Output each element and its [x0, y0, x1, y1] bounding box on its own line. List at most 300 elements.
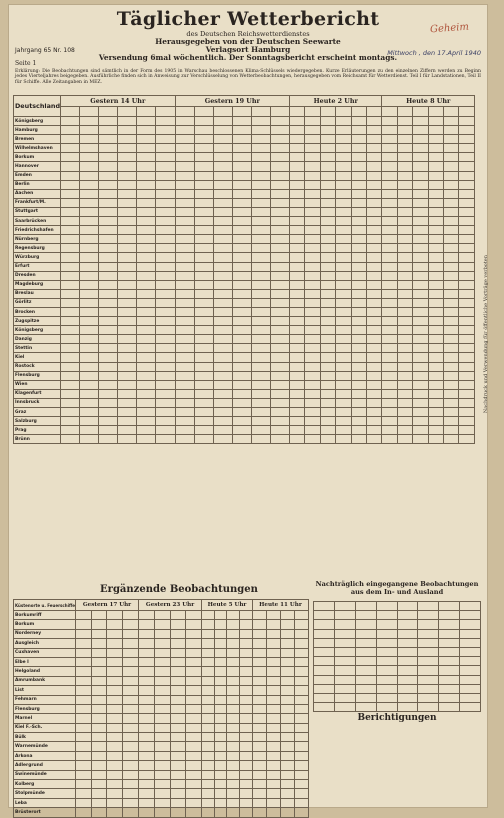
observation-cell: [80, 344, 99, 353]
observation-cell: [75, 639, 91, 648]
observation-cell: [270, 253, 289, 262]
observation-cell: [186, 639, 202, 648]
observation-cell: [351, 389, 366, 398]
observation-cell: [232, 335, 251, 344]
table-row: [14, 298, 475, 307]
observation-cell: [443, 298, 458, 307]
observation-cell: [252, 620, 266, 629]
observation-cell: [305, 253, 320, 262]
observation-cell: [80, 126, 99, 135]
observation-cell: [213, 235, 232, 244]
late-observation-cell: [460, 611, 481, 620]
observation-cell: [428, 398, 443, 407]
observation-cell: [413, 435, 428, 444]
observation-cell: [91, 686, 107, 695]
observation-cell: [175, 389, 194, 398]
observation-cell: [397, 353, 412, 362]
subtitle-line4: Versendung 6mal wöchentlich. Der Sonntagsbericht erscheint montags.: [98, 53, 398, 62]
table-row: [14, 426, 475, 435]
observation-cell: [80, 262, 99, 271]
observation-cell: [232, 135, 251, 144]
observation-cell: [139, 639, 155, 648]
late-observations-title: Nachträglich eingegangene Beobachtungen aus dem In- und Ausland: [315, 580, 479, 596]
observation-cell: [61, 335, 80, 344]
observation-cell: [194, 262, 213, 271]
late-observation-cell: [314, 684, 335, 693]
observation-cell: [139, 648, 155, 657]
main-code-row: [14, 107, 475, 117]
observation-cell: [75, 620, 91, 629]
observation-cell: [61, 171, 80, 180]
observation-cell: [232, 271, 251, 280]
observation-cell: [227, 780, 240, 789]
observation-cell: [186, 808, 202, 817]
observation-cell: [251, 307, 270, 316]
observation-cell: [202, 761, 215, 770]
observation-cell: [290, 189, 305, 198]
observation-cell: [170, 704, 186, 713]
observation-cell: [61, 135, 80, 144]
observation-cell: [366, 362, 382, 371]
observation-cell: [154, 648, 170, 657]
observation-cell: [139, 686, 155, 695]
observation-cell: [280, 714, 294, 723]
observation-cell: [270, 262, 289, 271]
observation-cell: [413, 408, 428, 417]
observation-cell: [252, 733, 266, 742]
observation-cell: [270, 380, 289, 389]
observation-cell: [232, 144, 251, 153]
observation-cell: [413, 326, 428, 335]
table-row: [14, 761, 309, 770]
observation-cell: [336, 307, 351, 316]
observation-cell: [294, 695, 308, 704]
observation-cell: [175, 135, 194, 144]
observation-cell: [366, 198, 382, 207]
observation-cell: [428, 435, 443, 444]
observation-cell: [107, 723, 123, 732]
code-cell: [366, 107, 382, 117]
table-row: [14, 371, 475, 380]
observation-cell: [75, 686, 91, 695]
table-row: [14, 280, 475, 289]
observation-cell: [139, 611, 155, 620]
observation-cell: [232, 380, 251, 389]
observation-cell: [75, 733, 91, 742]
observation-cell: [118, 217, 137, 226]
observation-cell: [443, 371, 458, 380]
observation-cell: [213, 398, 232, 407]
observation-cell: [305, 398, 320, 407]
observation-cell: [194, 198, 213, 207]
observation-cell: [397, 362, 412, 371]
observation-cell: [156, 226, 175, 235]
observation-cell: [443, 180, 458, 189]
late-observation-cell: [397, 675, 418, 684]
observation-cell: [154, 733, 170, 742]
observation-cell: [266, 639, 280, 648]
observation-cell: [123, 629, 139, 638]
observation-cell: [413, 180, 428, 189]
late-observation-cell: [314, 611, 335, 620]
observation-cell: [232, 307, 251, 316]
code-cell: [80, 107, 99, 117]
late-observation-cell: [314, 602, 335, 611]
observation-cell: [413, 171, 428, 180]
observation-cell: [413, 153, 428, 162]
observation-cell: [266, 620, 280, 629]
observation-cell: [175, 298, 194, 307]
observation-cell: [186, 657, 202, 666]
observation-cell: [366, 144, 382, 153]
observation-cell: [194, 371, 213, 380]
observation-cell: [232, 289, 251, 298]
table-row: [314, 629, 481, 638]
main-group-header: Gestern 14 Uhr: [61, 96, 176, 107]
observation-cell: [459, 317, 475, 326]
observation-cell: [351, 144, 366, 153]
observation-cell: [154, 704, 170, 713]
observation-cell: [397, 180, 412, 189]
observation-cell: [61, 189, 80, 198]
main-group-header: Heute 2 Uhr: [290, 96, 382, 107]
observation-cell: [61, 371, 80, 380]
observation-cell: [139, 667, 155, 676]
code-cell: [443, 107, 458, 117]
late-observation-cell: [460, 666, 481, 675]
observation-cell: [186, 629, 202, 638]
observation-cell: [290, 244, 305, 253]
observation-cell: [266, 676, 280, 685]
observation-cell: [251, 253, 270, 262]
observation-cell: [80, 226, 99, 235]
observation-cell: [290, 335, 305, 344]
observation-cell: [459, 126, 475, 135]
observation-cell: [213, 117, 232, 126]
observation-cell: [397, 207, 412, 216]
observation-cell: [118, 335, 137, 344]
observation-cell: [251, 280, 270, 289]
observation-cell: [294, 629, 308, 638]
observation-cell: [194, 271, 213, 280]
observation-cell: [336, 253, 351, 262]
observation-cell: [351, 289, 366, 298]
observation-cell: [170, 714, 186, 723]
observation-cell: [459, 271, 475, 280]
station-name: Dresden: [14, 271, 61, 280]
observation-cell: [270, 317, 289, 326]
observation-cell: [186, 742, 202, 751]
observation-cell: [118, 162, 137, 171]
late-observation-cell: [376, 684, 397, 693]
observation-cell: [366, 162, 382, 171]
observation-cell: [290, 326, 305, 335]
observation-cell: [137, 271, 156, 280]
observation-cell: [320, 326, 335, 335]
observation-cell: [351, 426, 366, 435]
observation-cell: [139, 620, 155, 629]
observation-cell: [336, 335, 351, 344]
observation-cell: [290, 162, 305, 171]
observation-cell: [175, 144, 194, 153]
observation-cell: [137, 426, 156, 435]
code-cell: [194, 107, 213, 117]
observation-cell: [156, 153, 175, 162]
late-observation-cell: [439, 684, 460, 693]
observation-cell: [99, 262, 118, 271]
observation-cell: [156, 180, 175, 189]
observation-cell: [175, 417, 194, 426]
observation-cell: [75, 704, 91, 713]
observation-cell: [320, 344, 335, 353]
observation-cell: [366, 335, 382, 344]
observation-cell: [320, 198, 335, 207]
observation-cell: [266, 667, 280, 676]
observation-cell: [251, 426, 270, 435]
observation-cell: [61, 317, 80, 326]
observation-cell: [232, 244, 251, 253]
observation-cell: [156, 126, 175, 135]
observation-cell: [428, 135, 443, 144]
observation-cell: [227, 798, 240, 807]
station-name: Würzburg: [14, 253, 61, 262]
observation-cell: [270, 326, 289, 335]
observation-cell: [382, 344, 397, 353]
late-observation-cell: [355, 620, 376, 629]
observation-cell: [290, 289, 305, 298]
observation-cell: [294, 648, 308, 657]
observation-cell: [107, 667, 123, 676]
observation-cell: [232, 353, 251, 362]
observation-cell: [305, 226, 320, 235]
observation-cell: [107, 686, 123, 695]
observation-cell: [99, 162, 118, 171]
observation-cell: [118, 298, 137, 307]
observation-cell: [156, 317, 175, 326]
observation-cell: [270, 207, 289, 216]
station-name: Cuxhaven: [14, 648, 76, 657]
observation-cell: [99, 307, 118, 316]
observation-cell: [294, 704, 308, 713]
observation-cell: [351, 317, 366, 326]
observation-cell: [397, 244, 412, 253]
observation-cell: [123, 620, 139, 629]
observation-cell: [251, 153, 270, 162]
observation-cell: [80, 153, 99, 162]
observation-cell: [214, 780, 227, 789]
code-cell: [320, 107, 335, 117]
table-row: [14, 408, 475, 417]
observation-cell: [154, 611, 170, 620]
observation-cell: [99, 380, 118, 389]
observation-cell: [214, 742, 227, 751]
observation-cell: [305, 235, 320, 244]
observation-cell: [251, 135, 270, 144]
observation-cell: [266, 686, 280, 695]
observation-cell: [251, 298, 270, 307]
observation-cell: [232, 426, 251, 435]
table-row: [14, 417, 475, 426]
observation-cell: [99, 417, 118, 426]
observation-cell: [443, 408, 458, 417]
observation-cell: [118, 398, 137, 407]
station-name: Marnel: [14, 714, 76, 723]
observation-cell: [156, 280, 175, 289]
observation-cell: [75, 780, 91, 789]
observation-cell: [232, 435, 251, 444]
observation-cell: [251, 408, 270, 417]
subtitle-line2: Herausgegeben von der Deutschen Seewarte: [155, 37, 341, 46]
observation-cell: [232, 126, 251, 135]
observation-cell: [213, 307, 232, 316]
observation-cell: [123, 798, 139, 807]
observation-cell: [107, 808, 123, 817]
observation-cell: [428, 326, 443, 335]
late-observation-cell: [418, 602, 439, 611]
observation-cell: [270, 153, 289, 162]
observation-cell: [118, 135, 137, 144]
observation-cell: [156, 135, 175, 144]
observation-cell: [170, 695, 186, 704]
observation-cell: [351, 262, 366, 271]
observation-cell: [175, 180, 194, 189]
observation-cell: [75, 808, 91, 817]
late-observation-cell: [314, 629, 335, 638]
late-observation-cell: [355, 638, 376, 647]
observation-cell: [382, 289, 397, 298]
observation-cell: [320, 117, 335, 126]
station-name: Bremen: [14, 135, 61, 144]
observation-cell: [270, 353, 289, 362]
observation-cell: [175, 198, 194, 207]
observation-cell: [366, 135, 382, 144]
observation-cell: [290, 126, 305, 135]
observation-cell: [139, 714, 155, 723]
observation-cell: [270, 117, 289, 126]
observation-cell: [214, 751, 227, 760]
observation-cell: [213, 180, 232, 189]
late-observation-cell: [460, 675, 481, 684]
observation-cell: [194, 398, 213, 407]
observation-cell: [320, 398, 335, 407]
observation-cell: [459, 144, 475, 153]
observation-cell: [194, 426, 213, 435]
observation-cell: [351, 398, 366, 407]
observation-cell: [443, 317, 458, 326]
observation-cell: [240, 639, 253, 648]
observation-cell: [413, 144, 428, 153]
table-row: [14, 380, 475, 389]
observation-cell: [428, 253, 443, 262]
observation-cell: [413, 198, 428, 207]
observation-cell: [75, 611, 91, 620]
observation-cell: [336, 271, 351, 280]
late-observation-cell: [439, 657, 460, 666]
observation-cell: [366, 153, 382, 162]
observation-cell: [320, 217, 335, 226]
table-row: [14, 271, 475, 280]
observation-cell: [270, 435, 289, 444]
observation-cell: [194, 435, 213, 444]
late-observation-cell: [355, 675, 376, 684]
observation-cell: [170, 676, 186, 685]
observation-cell: [213, 144, 232, 153]
observation-cell: [123, 611, 139, 620]
observation-cell: [202, 639, 215, 648]
observation-cell: [80, 307, 99, 316]
observation-cell: [336, 317, 351, 326]
observation-cell: [252, 686, 266, 695]
observation-cell: [80, 271, 99, 280]
observation-cell: [118, 226, 137, 235]
observation-cell: [251, 289, 270, 298]
observation-cell: [351, 207, 366, 216]
observation-cell: [137, 307, 156, 316]
table-row: [14, 317, 475, 326]
observation-cell: [186, 751, 202, 760]
observation-cell: [294, 789, 308, 798]
observation-cell: [351, 280, 366, 289]
observation-cell: [294, 686, 308, 695]
observation-cell: [270, 307, 289, 316]
observation-cell: [91, 723, 107, 732]
observation-cell: [270, 417, 289, 426]
observation-cell: [305, 280, 320, 289]
observation-cell: [75, 695, 91, 704]
observation-cell: [413, 353, 428, 362]
observation-cell: [252, 789, 266, 798]
observation-cell: [290, 180, 305, 189]
observation-cell: [227, 808, 240, 817]
observation-cell: [336, 126, 351, 135]
observation-cell: [118, 408, 137, 417]
observation-cell: [382, 262, 397, 271]
late-observation-cell: [418, 638, 439, 647]
observation-cell: [123, 639, 139, 648]
observation-cell: [320, 180, 335, 189]
observation-cell: [443, 435, 458, 444]
observation-cell: [227, 704, 240, 713]
observation-cell: [294, 620, 308, 629]
observation-cell: [351, 126, 366, 135]
table-row: [14, 207, 475, 216]
observation-cell: [397, 335, 412, 344]
observation-cell: [139, 742, 155, 751]
observation-cell: [443, 262, 458, 271]
lower-corner-label: Küstenorte u. Feuerschiffe: [14, 600, 76, 611]
observation-cell: [413, 226, 428, 235]
observation-cell: [80, 207, 99, 216]
observation-cell: [107, 704, 123, 713]
observation-cell: [137, 117, 156, 126]
observation-cell: [351, 180, 366, 189]
observation-cell: [123, 648, 139, 657]
code-cell: [413, 107, 428, 117]
observation-cell: [251, 417, 270, 426]
late-observation-cell: [460, 602, 481, 611]
observation-cell: [232, 198, 251, 207]
observation-cell: [305, 198, 320, 207]
observation-cell: [107, 770, 123, 779]
observation-cell: [80, 180, 99, 189]
observation-cell: [443, 289, 458, 298]
observation-cell: [280, 667, 294, 676]
observation-cell: [443, 153, 458, 162]
observation-cell: [252, 714, 266, 723]
observation-cell: [99, 362, 118, 371]
observation-cell: [251, 335, 270, 344]
observation-cell: [80, 171, 99, 180]
